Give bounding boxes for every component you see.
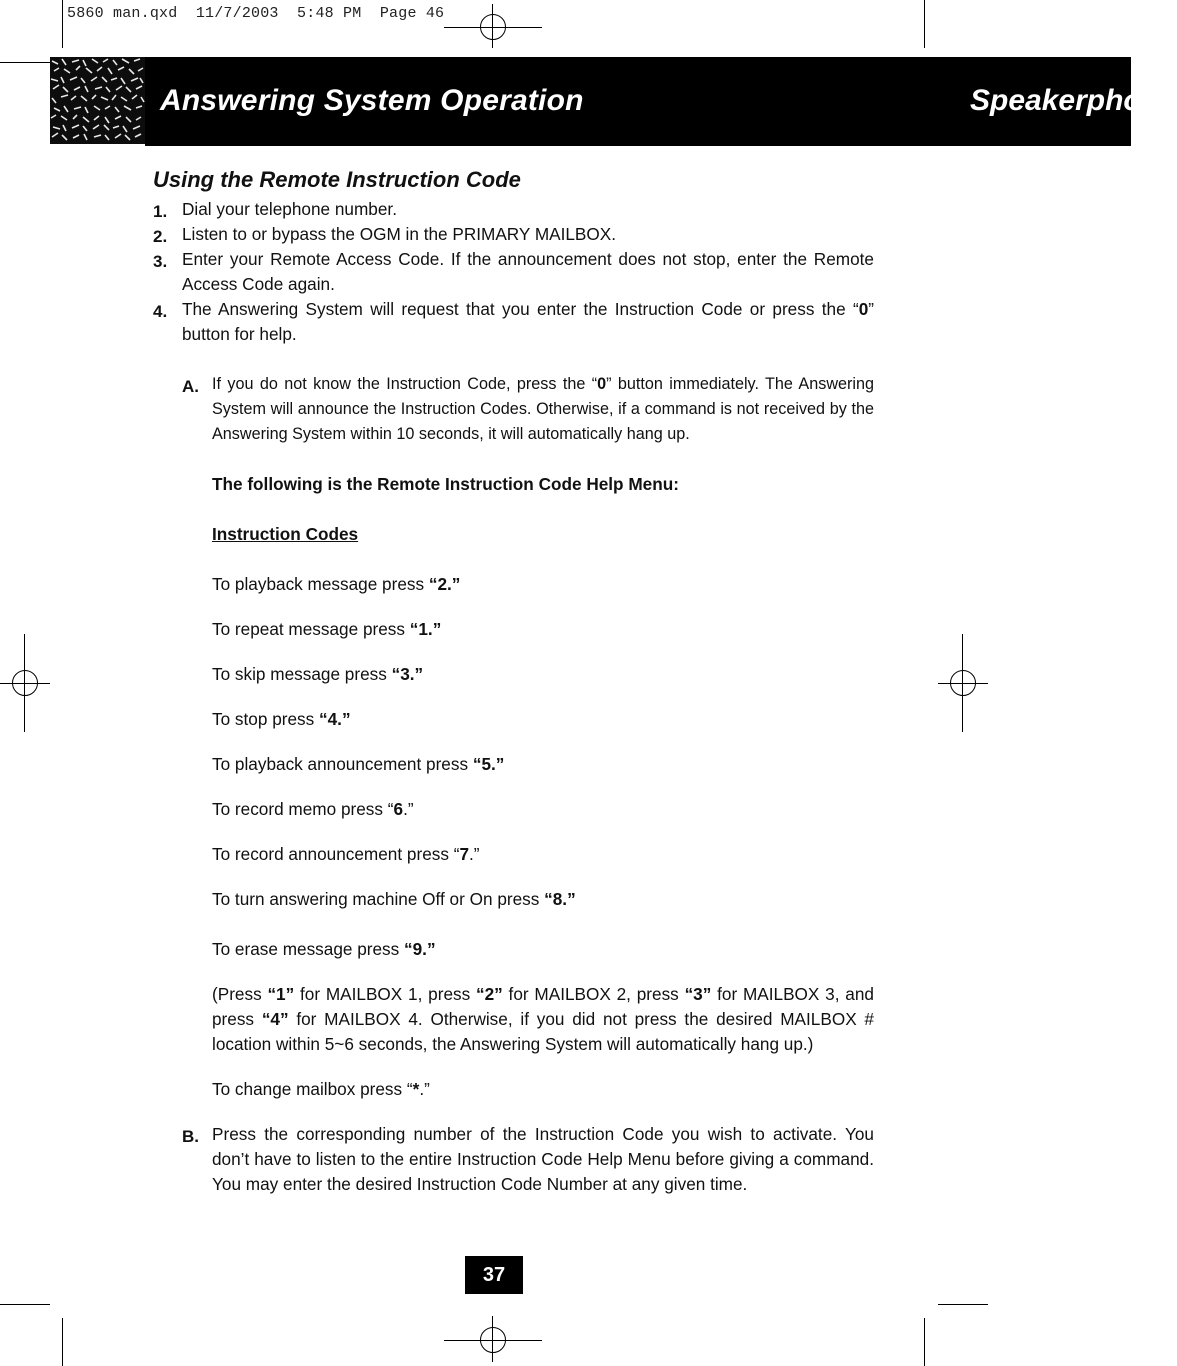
mailbox-note: (Press “1” for MAILBOX 1, press “2” for MAILBOX 2, press “3” for MAILBOX 3, and press “4” for MAILBOX 4. Otherwise, if you did not press the desired MAILBOX # location within 5~6 seconds, the Answering System will automatically hang up.) xyxy=(212,984,874,1054)
instruction-code: To repeat message press “1.” xyxy=(212,619,442,639)
header-title: Answering System Operation xyxy=(160,84,584,117)
registration-mark-v xyxy=(492,4,493,48)
instruction-code: To playback message press “2.” xyxy=(212,574,461,594)
instruction-code: To record announcement press “7.” xyxy=(212,844,480,864)
crop-mark xyxy=(0,62,50,63)
registration-mark-h xyxy=(938,683,988,684)
instruction-code: To turn answering machine Off or On press “8.” xyxy=(212,889,576,909)
sub-item-letter: A. xyxy=(182,377,199,396)
crop-mark xyxy=(62,1318,63,1366)
crop-mark xyxy=(0,1304,50,1305)
printer-slug: 5860 man.qxd 11/7/2003 5:48 PM Page 46 xyxy=(67,5,445,22)
crop-mark xyxy=(924,1318,925,1366)
header-section-title: Speakerphone xyxy=(970,84,1177,117)
registration-mark-v xyxy=(962,634,963,732)
step-text: Listen to or bypass the OGM in the PRIMARY MAILBOX. xyxy=(182,224,617,244)
step-text: The Answering System will request that you enter the Instruction Code or press the “0” button for help. xyxy=(182,299,874,344)
instruction-code: To skip message press “3.” xyxy=(212,664,424,684)
registration-mark-v xyxy=(24,634,25,732)
section-title: Using the Remote Instruction Code xyxy=(153,167,521,192)
instruction-code: To playback announcement press “5.” xyxy=(212,754,505,774)
sub-item-text: Press the corresponding number of the Instruction Code you wish to activate. You don’t have to listen to the entire Instruction Code Help Menu before giving a command. You may enter the desired Instruction Code Number at any given time. xyxy=(212,1124,874,1194)
crop-mark xyxy=(924,0,925,48)
step-number: 1. xyxy=(153,202,168,221)
instruction-code: To record memo press “6.” xyxy=(212,799,414,819)
instruction-code: To stop press “4.” xyxy=(212,709,351,729)
registration-mark-h xyxy=(0,683,50,684)
crop-mark xyxy=(62,0,63,48)
step-number: 3. xyxy=(153,252,168,271)
sub-item-text: If you do not know the Instruction Code, press the “0” button immediately. The Answering System will announce the Instruction Codes. Otherwise, if a command is not received by the Answering System within 10 seconds, it will automatically hang up. xyxy=(212,375,875,443)
sub-item-letter: B. xyxy=(182,1127,199,1146)
instruction-code: To erase message press “9.” xyxy=(212,939,436,959)
step-number: 4. xyxy=(153,302,168,321)
step-text: Dial your telephone number. xyxy=(182,199,397,219)
step-text: Enter your Remote Access Code. If the announcement does not stop, enter the Remote Access Code again. xyxy=(182,249,874,294)
registration-mark-v xyxy=(492,1316,493,1362)
page-number: 37 xyxy=(465,1256,523,1294)
registration-mark-h xyxy=(444,1340,542,1341)
help-menu-heading: The following is the Remote Instruction Code Help Menu: xyxy=(212,474,679,494)
instruction-codes-heading: Instruction Codes xyxy=(212,524,359,544)
registration-mark-h xyxy=(444,27,542,28)
step-number: 2. xyxy=(153,227,168,246)
change-mailbox-code: To change mailbox press “*.” xyxy=(212,1079,430,1099)
crop-mark xyxy=(938,1304,988,1305)
header-rule xyxy=(965,61,1015,63)
header-texture xyxy=(50,57,145,144)
